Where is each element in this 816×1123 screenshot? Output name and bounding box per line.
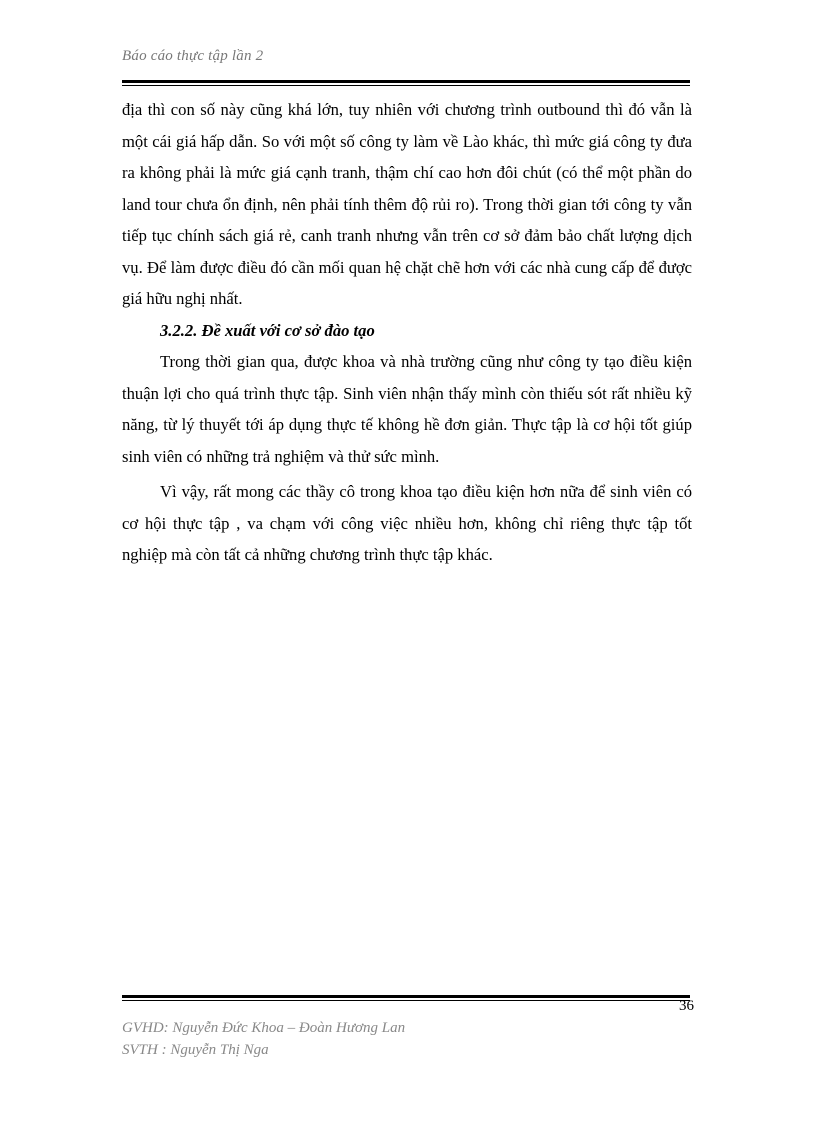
header-rule <box>122 80 690 86</box>
header-rule-thin <box>122 85 690 86</box>
footer-student: SVTH : Nguyễn Thị Nga <box>122 1042 269 1058</box>
section-heading: 3.2.2. Đề xuất với cơ sở đào tạo <box>160 320 375 340</box>
header-rule-thick <box>122 80 690 83</box>
page-footer <box>122 1017 622 1061</box>
document-body <box>122 94 692 571</box>
footer-rule <box>122 995 690 1001</box>
header-title: Báo cáo thực tập lần 2 <box>122 48 264 64</box>
footer-rule-thick <box>122 995 690 998</box>
paragraph-request: Vì vậy, rất mong các thầy cô trong khoa tạo điều kiện hơn nữa để sinh viên có cơ hội thực tập , va chạm với công việc nhiều hơn, không chỉ riêng thực tập tốt nghiệp mà còn tất cả những chương trình thực tập khác. <box>122 482 692 564</box>
paragraph-continued: địa thì con số này cũng khá lớn, tuy nhiên với chương trình outbound thì đó vẫn là một cái giá hấp dẫn. So với một số công ty làm về Lào khác, thì mức giá công ty đưa ra không phải là mức giá cạnh tranh, thậm chí cao hơn đôi chút (có thể một phần do land tour chưa ổn định, nên phải tính thêm độ rủi ro). Trong thời gian tới công ty vẫn tiếp tục chính sách giá rẻ, canh tranh nhưng vẫn trên cơ sở đảm bảo chất lượng dịch vụ. Để làm được điều đó cần mối quan hệ chặt chẽ hơn với các nhà cung cấp để được giá hữu nghị nhất. <box>122 100 692 308</box>
footer-advisor: GVHD: Nguyễn Đức Khoa – Đoàn Hương Lan <box>122 1020 406 1036</box>
paragraph-training: Trong thời gian qua, được khoa và nhà trường cũng như công ty tạo điều kiện thuận lợi cho quá trình thực tập. Sinh viên nhận thấy mình còn thiếu sót rất nhiều kỹ năng, từ lý thuyết tới áp dụng thực tế không hề đơn giản. Thực tập là cơ hội tốt giúp sinh viên có những trả nghiệm và thử sức mình. <box>122 352 692 466</box>
footer-rule-thin <box>122 1000 690 1001</box>
page-header <box>122 48 690 65</box>
page-number: 36 <box>679 998 694 1014</box>
